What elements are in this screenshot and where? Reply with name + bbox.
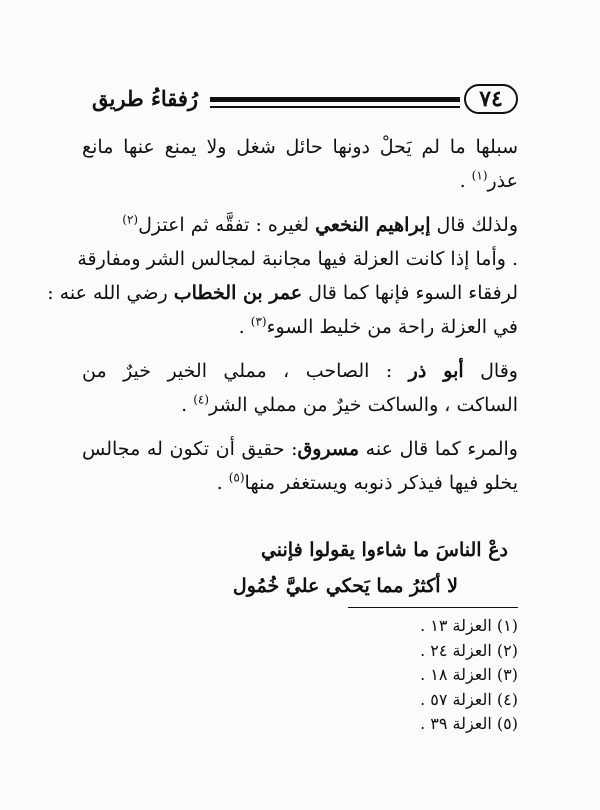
footnote-ref: (١) [471,168,488,183]
person-name: إبراهيم النخعي [315,214,431,236]
person-name: عمر بن الخطاب [173,282,303,304]
footnote-ref: (٥) [228,470,245,485]
page-header [92,84,518,116]
footnote: (٤) العزلة ٥٧ . [420,689,518,709]
header-rule-thick [210,97,460,102]
footnote-ref: (٢) [122,212,139,227]
header-rule-thin [210,106,460,108]
text-line: سبلها ما لم يَحلْ دونها حائل شغل ولا يمنع عنها مانع [82,136,518,158]
footnote: (٥) العزلة ٣٩ . [420,714,518,733]
footnote: (٢) العزلة ٢٤ . [420,640,518,660]
text-line: وقال أبو ذر : الصاحب ، مملي الخير خيرٌ من [82,360,518,382]
text-line: عذر$^{(١)}$ . [459,168,518,192]
text-line: لرفقاء السوء فإنها كما قال عمر بن الخطاب رضي الله عنه : [47,282,518,304]
footnote: (٣) العزلة ١٨ . [420,665,518,684]
footnote-separator [348,607,518,608]
poem-verse [108,532,508,604]
text-line: . وأما إذا كانت العزلة فيها مجانبة لمجالس الشر ومفارقة [77,248,518,270]
poem-line: دعْ الناسَ ما شاءوا يقولوا فإنني [260,539,508,561]
text-line: يخلو فيها فيذكر ذنوبه ويستغفر منها$^{(٥)}$ . [216,470,518,494]
footnotes [318,614,518,737]
text-line: في العزلة راحة من خليط السوء$^{(٣)}$ . [238,314,518,338]
person-name: أبو ذر [408,360,464,382]
text-line: ولذلك قال إبراهيم النخعي لغيره : تفقَّه ثم اعتزل$^{(٢)}$ [122,212,518,236]
footnote: (١) العزلة ١٣ . [420,616,518,635]
text-line: الساكت ، والساكت خيرٌ من مملي الشر$^{(٤)}$ . [181,392,518,416]
body-text [47,130,518,500]
poem-line: لا أكثرُ مما يَحكي عليَّ خُمُول [232,575,458,597]
book-title: رُفقاءُ طريق [92,86,199,111]
footnote-ref: (٤) [193,392,210,407]
person-name: مسروق [297,438,360,460]
footnote-ref: (٣) [250,314,267,329]
text-line: والمرء كما قال عنه مسروق: حقيق أن تكون له مجالس [82,438,518,460]
page-number: ٧٤ [464,84,518,114]
